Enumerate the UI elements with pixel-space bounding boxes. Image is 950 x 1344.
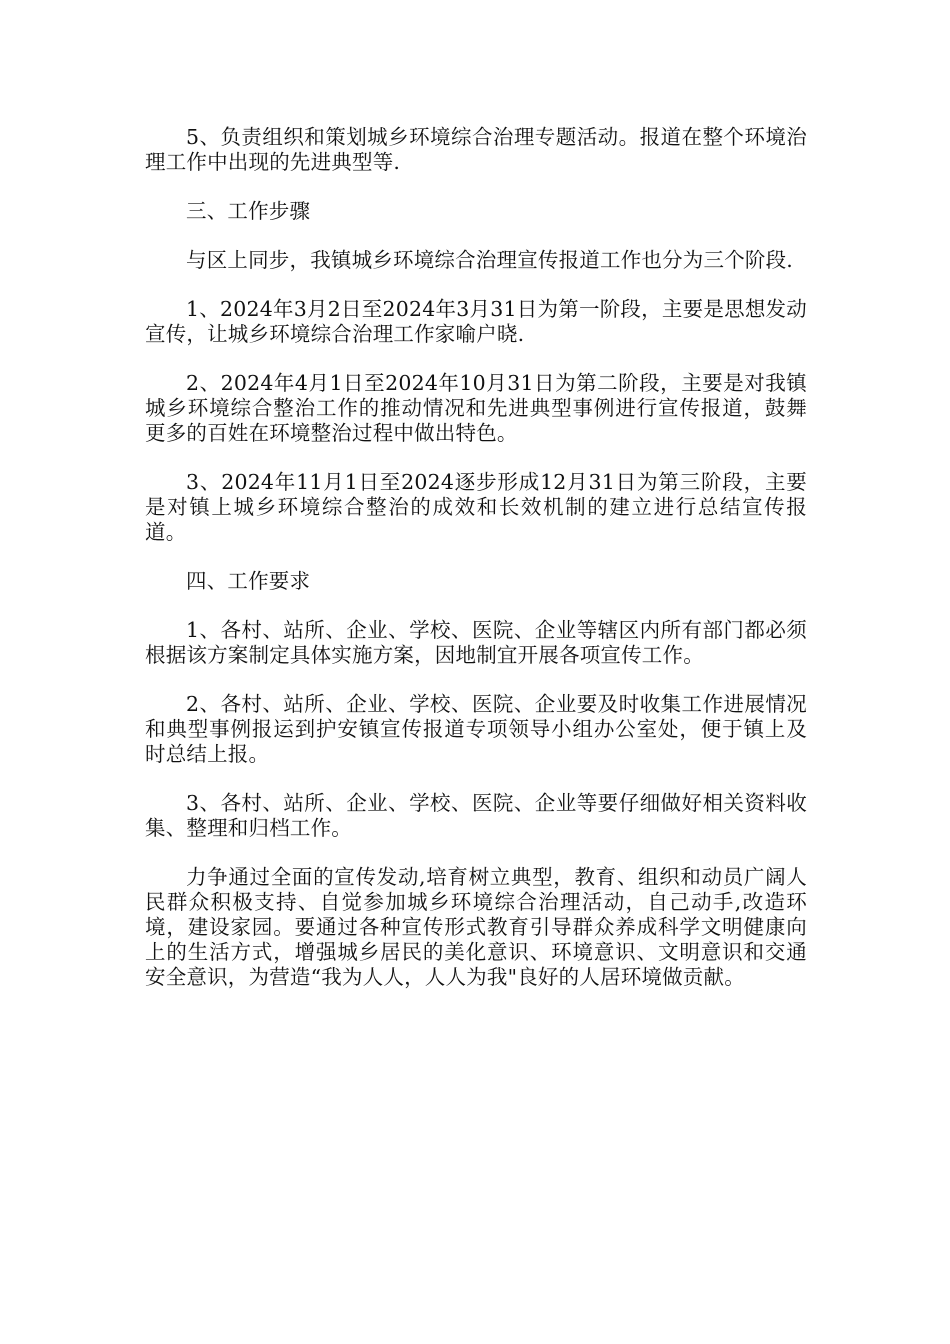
paragraph-conclusion: 力争通过全面的宣传发动,培育树立典型，教育、组织和动员广阔人民群众积极支持、自觉参加城乡环境综合治理活动，自己动手,改造环境，建设家园。要通过各种宣传形式教育引导群众养成科学文明健康向上的生活方式，增强城乡居民的美化意识、环境意识、文明意识和交通安全意识，为营造“我为人人，人人为我"良好的人居环境做贡献。 xyxy=(145,865,807,989)
paragraph-stages-intro: 与区上同步，我镇城乡环境综合治理宣传报道工作也分为三个阶段. xyxy=(186,248,794,272)
section-heading-steps: 三、工作步骤 xyxy=(186,199,311,223)
paragraph-requirement-3: 3、各村、站所、企业、学校、医院、企业等要仔细做好相关资料收集、整理和归档工作。 xyxy=(145,791,807,840)
paragraph-item-5: 5、负责组织和策划城乡环境综合治理专题活动。报道在整个环境治理工作中出现的先进典型等. xyxy=(145,125,807,174)
paragraph-requirement-2: 2、各村、站所、企业、学校、医院、企业要及时收集工作进展情况和典型事例报运到护安镇宣传报道专项领导小组办公室处，便于镇上及时总结上报。 xyxy=(145,692,807,766)
paragraph-stage-2: 2、2024年4月1日至2024年10月31日为第二阶段，主要是对我镇城乡环境综合整治工作的推动情况和先进典型事例进行宣传报道，鼓舞更多的百姓在环境整治过程中做出特色。 xyxy=(145,371,807,445)
paragraph-requirement-1: 1、各村、站所、企业、学校、医院、企业等辖区内所有部门都必须根据该方案制定具体实施方案，因地制宜开展各项宣传工作。 xyxy=(145,618,807,667)
paragraph-stage-3: 3、2024年11月1日至2024逐步形成12月31日为第三阶段，主要是对镇上城乡环境综合整治的成效和长效机制的建立进行总结宣传报道。 xyxy=(145,470,807,544)
section-heading-requirements: 四、工作要求 xyxy=(186,569,311,593)
paragraph-stage-1: 1、2024年3月2日至2024年3月31日为第一阶段，主要是思想发动宣传，让城乡环境综合治理工作家喻户晓. xyxy=(145,297,807,346)
document-body xyxy=(145,125,807,1014)
